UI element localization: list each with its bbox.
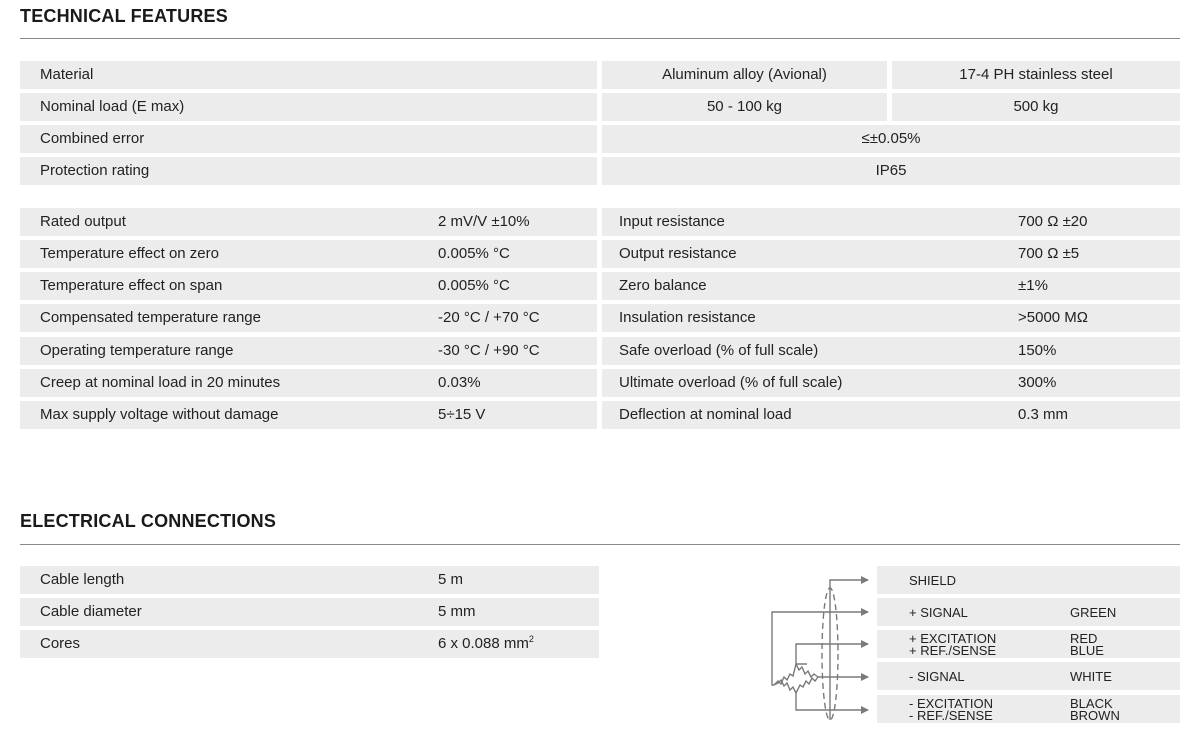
cable-label: Cable length [40,571,125,588]
spec-value: 5÷15 V [438,406,486,423]
spec-label: Ultimate overload (% of full scale) [619,374,843,391]
spec-row [20,272,597,300]
spec-value: 150% [1018,342,1057,359]
cable-value: 5 mm [438,603,476,620]
section-divider [20,544,1180,545]
spec-row-label [20,125,597,153]
bridge-resistor [796,664,818,677]
spec-value: 0.03% [438,374,481,391]
spec-row [602,272,1180,300]
spec-value: 0.3 mm [1018,406,1069,423]
wiring-row-plus-signal [877,598,1180,626]
spec-label: Combined error [40,130,145,147]
wiring-row-plus-excitation [877,630,1180,658]
wiring-color-secondary: BROWN [1070,708,1120,723]
cable-value: 5 m [438,571,464,588]
spec-value: 500 kg [892,93,1180,121]
spec-row [20,369,597,397]
cable-row [20,566,599,594]
spec-row-label [20,93,597,121]
spec-row [20,337,597,365]
cable-label: Cable diameter [40,603,142,620]
section-divider [20,38,1180,39]
plus-signal-wire [772,612,868,685]
wiring-row-minus-signal [877,662,1180,690]
spec-value: 0.005% °C [438,245,510,262]
wiring-signal: + SIGNAL [909,605,968,620]
spec-row [602,240,1180,268]
spec-label: Max supply voltage without damage [40,406,279,423]
spec-row [20,401,597,429]
wiring-color: WHITE [1070,669,1112,684]
spec-label: Deflection at nominal load [619,406,792,423]
spec-value: Aluminum alloy (Avional) [602,61,887,89]
spec-value: 300% [1018,374,1057,391]
cores-value-text: 6 x 0.088 mm [438,635,529,652]
spec-value: 0.005% °C [438,277,510,294]
spec-value: -20 °C / +70 °C [438,309,540,326]
spec-row-label [20,157,597,185]
spec-row [20,208,597,236]
spec-row-label [20,61,597,89]
spec-value: 50 - 100 kg [602,93,887,121]
spec-row [20,240,597,268]
spec-row [602,337,1180,365]
spec-label: Operating temperature range [40,342,234,359]
wiring-signal: - SIGNAL [909,669,965,684]
cable-value [438,630,534,658]
section-title-electrical: ELECTRICAL CONNECTIONS [20,511,277,531]
spec-label: Output resistance [619,245,737,262]
spec-label: Nominal load (E max) [40,98,185,115]
cores-exponent: 2 [528,634,534,644]
wiring-signal: - EXCITATION [909,696,994,711]
wiring-color: BLACK [1070,696,1113,711]
spec-label: Rated output [40,213,126,230]
wiring-row-minus-excitation [877,695,1180,723]
wiring-diagram [760,570,880,728]
spec-row [602,369,1180,397]
spec-label: Temperature effect on span [40,277,223,294]
spec-row [20,304,597,332]
cable-row [20,598,599,626]
plus-excitation-wire [796,644,868,664]
spec-value: IP65 [602,157,1180,185]
section-title-technical: TECHNICAL FEATURES [20,6,228,26]
spec-row [602,304,1180,332]
spec-value: ±1% [1018,277,1048,294]
wiring-color: RED [1070,631,1098,646]
wiring-signal: + EXCITATION [909,631,997,646]
wiring-signal: SHIELD [909,573,956,588]
spec-row [602,208,1180,236]
spec-label: Safe overload (% of full scale) [619,342,819,359]
cable-label: Cores [40,635,81,652]
cable-row [20,630,599,658]
spec-label: Insulation resistance [619,309,756,326]
spec-value: 17-4 PH stainless steel [892,61,1180,89]
spec-value: 2 mV/V ±10% [438,213,530,230]
spec-value: >5000 MΩ [1018,309,1089,326]
wiring-signal-secondary: - REF./SENSE [909,708,993,723]
wiring-color: GREEN [1070,605,1117,620]
spec-row [602,401,1180,429]
spec-value: -30 °C / +90 °C [438,342,540,359]
wiring-color-secondary: BLUE [1070,643,1104,658]
spec-label: Input resistance [619,213,725,230]
spec-label: Protection rating [40,162,150,179]
spec-label: Material [40,66,94,83]
spec-label: Compensated temperature range [40,309,261,326]
spec-label: Creep at nominal load in 20 minutes [40,374,281,391]
spec-label: Zero balance [619,277,707,294]
wiring-row-shield [877,566,1180,594]
spec-value: 700 Ω ±20 [1018,213,1088,230]
bridge-resistor [796,677,818,693]
spec-value: 700 Ω ±5 [1018,245,1080,262]
minus-excitation-wire [796,693,868,710]
spec-label: Temperature effect on zero [40,245,219,262]
spec-value: ≤±0.05% [602,125,1180,153]
wiring-signal-secondary: + REF./SENSE [909,643,997,658]
bridge-resistor [774,664,796,685]
